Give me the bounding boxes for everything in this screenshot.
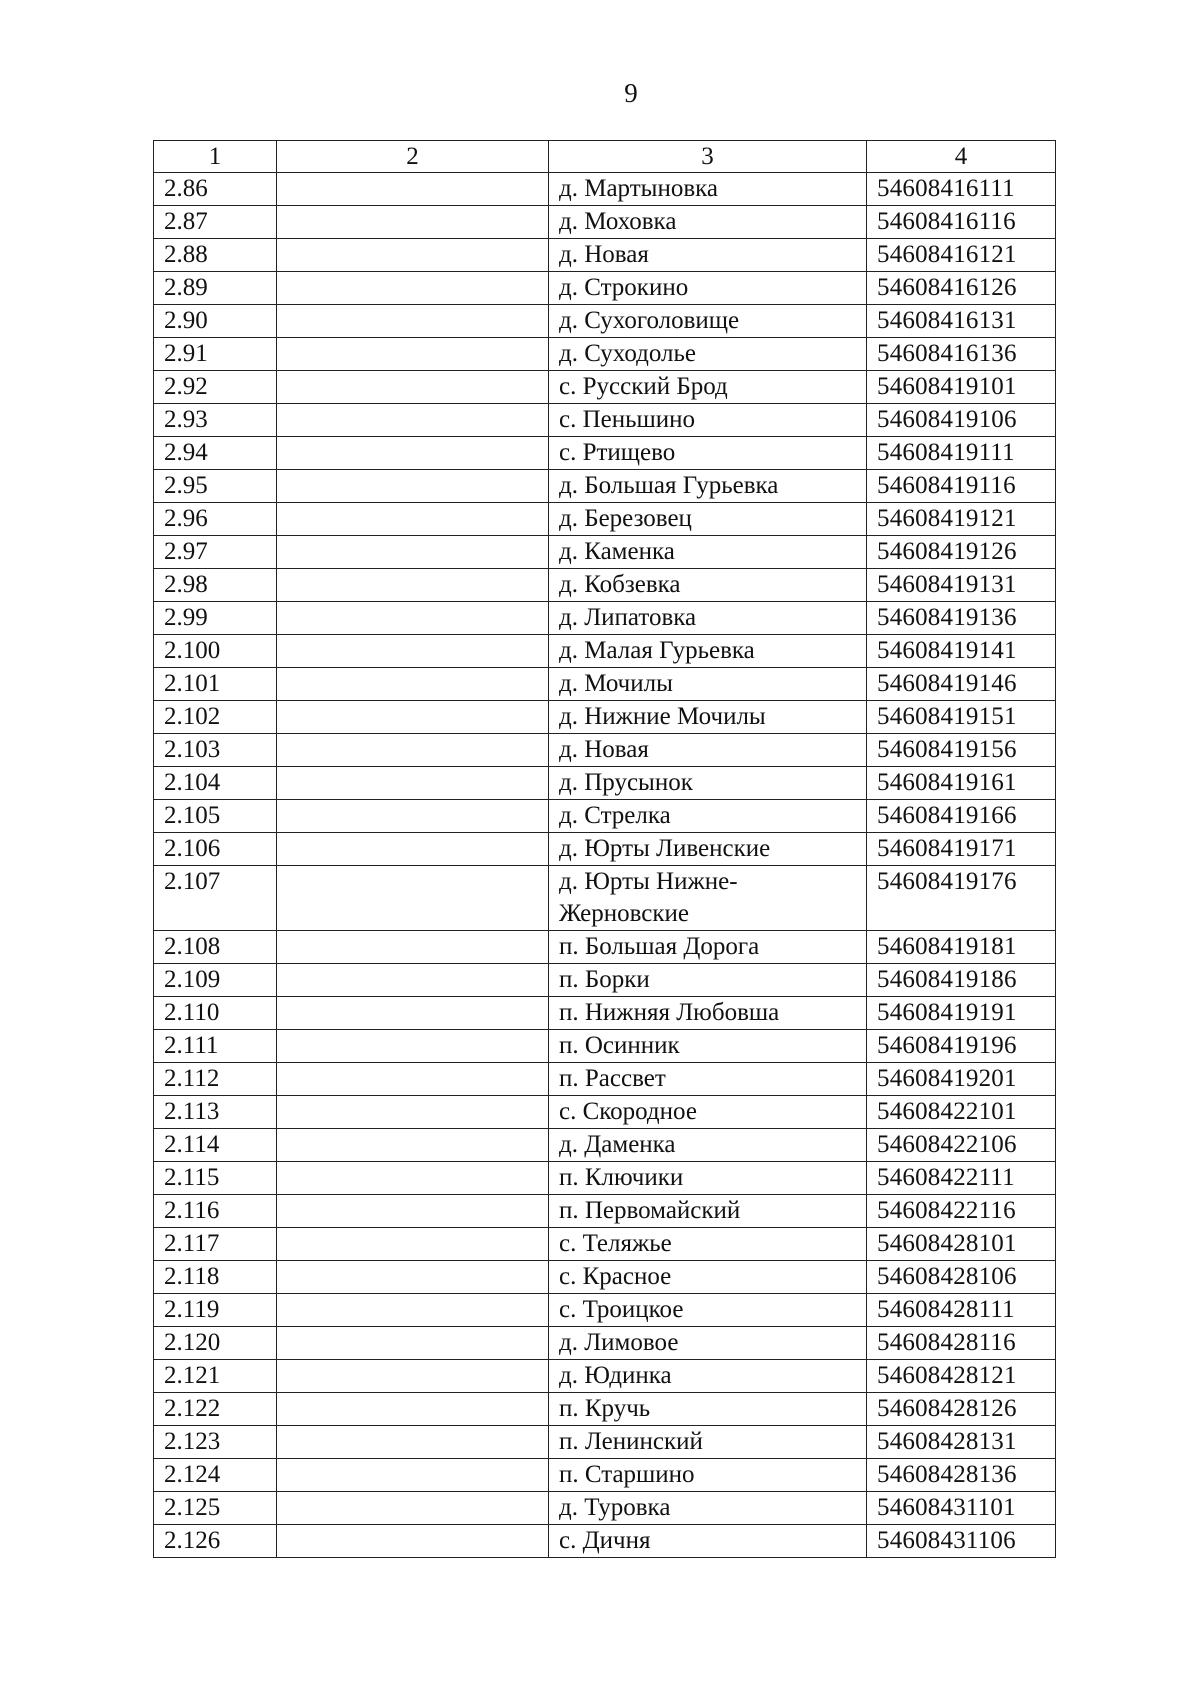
oktmo-code-cell: 54608416116	[867, 206, 1056, 239]
settlement-name-cell: д. Моховка	[549, 206, 867, 239]
column-2-cell	[277, 1360, 549, 1393]
oktmo-code-cell: 54608419106	[867, 404, 1056, 437]
column-2-cell	[277, 767, 549, 800]
row-number-cell: 2.113	[154, 1096, 277, 1129]
settlement-name-cell: д. Суходолье	[549, 338, 867, 371]
settlement-name-cell: п. Ключики	[549, 1162, 867, 1195]
table-row	[154, 1426, 1056, 1459]
table-row	[154, 536, 1056, 569]
table-row	[154, 1360, 1056, 1393]
row-number-cell: 2.97	[154, 536, 277, 569]
oktmo-code-cell: 54608419136	[867, 602, 1056, 635]
column-2-cell	[277, 569, 549, 602]
table-row	[154, 338, 1056, 371]
settlement-name-cell: п. Рассвет	[549, 1063, 867, 1096]
table-row	[154, 470, 1056, 503]
settlement-name-cell: д. Кобзевка	[549, 569, 867, 602]
oktmo-code-cell: 54608419156	[867, 734, 1056, 767]
oktmo-code-cell: 54608428121	[867, 1360, 1056, 1393]
settlement-name-cell: д. Липатовка	[549, 602, 867, 635]
column-header-2: 2	[277, 141, 549, 173]
column-2-cell	[277, 503, 549, 536]
oktmo-code-cell: 54608416121	[867, 239, 1056, 272]
settlement-name-cell: д. Даменка	[549, 1129, 867, 1162]
table-row	[154, 1294, 1056, 1327]
table-body	[154, 173, 1056, 1558]
column-2-cell	[277, 206, 549, 239]
settlement-name-cell: п. Старшино	[549, 1459, 867, 1492]
column-2-cell	[277, 1162, 549, 1195]
settlement-name-cell: д. Мочилы	[549, 668, 867, 701]
settlement-name-cell: д. Стрелка	[549, 800, 867, 833]
column-2-cell	[277, 1525, 549, 1558]
table-row	[154, 305, 1056, 338]
row-number-cell: 2.117	[154, 1228, 277, 1261]
column-2-cell	[277, 800, 549, 833]
table-row	[154, 833, 1056, 866]
table-row	[154, 964, 1056, 997]
table-row	[154, 206, 1056, 239]
settlement-name-cell: п. Первомайский	[549, 1195, 867, 1228]
row-number-cell: 2.91	[154, 338, 277, 371]
column-2-cell	[277, 338, 549, 371]
table-row	[154, 800, 1056, 833]
table-row	[154, 239, 1056, 272]
row-number-cell: 2.88	[154, 239, 277, 272]
row-number-cell: 2.96	[154, 503, 277, 536]
row-number-cell: 2.115	[154, 1162, 277, 1195]
oktmo-code-cell: 54608419121	[867, 503, 1056, 536]
table-row	[154, 701, 1056, 734]
table-row	[154, 503, 1056, 536]
row-number-cell: 2.108	[154, 931, 277, 964]
column-2-cell	[277, 1327, 549, 1360]
oktmo-code-cell: 54608419201	[867, 1063, 1056, 1096]
oktmo-code-cell: 54608416131	[867, 305, 1056, 338]
column-2-cell	[277, 1426, 549, 1459]
oktmo-code-cell: 54608419181	[867, 931, 1056, 964]
settlement-name-cell: с. Скородное	[549, 1096, 867, 1129]
oktmo-code-cell: 54608428101	[867, 1228, 1056, 1261]
table-row	[154, 1327, 1056, 1360]
settlement-name-cell: с. Красное	[549, 1261, 867, 1294]
column-2-cell	[277, 997, 549, 1030]
oktmo-code-cell: 54608419161	[867, 767, 1056, 800]
settlement-name-cell: д. Юрты Нижне-Жерновские	[549, 866, 867, 931]
column-2-cell	[277, 1261, 549, 1294]
column-2-cell	[277, 1294, 549, 1327]
table-row	[154, 1228, 1056, 1261]
column-2-cell	[277, 734, 549, 767]
column-2-cell	[277, 1393, 549, 1426]
oktmo-code-cell: 54608431101	[867, 1492, 1056, 1525]
column-2-cell	[277, 404, 549, 437]
settlement-name-cell: д. Каменка	[549, 536, 867, 569]
row-number-cell: 2.94	[154, 437, 277, 470]
column-header-3: 3	[549, 141, 867, 173]
page-number: 9	[624, 78, 638, 108]
table-row	[154, 602, 1056, 635]
row-number-cell: 2.99	[154, 602, 277, 635]
settlement-name-cell: д. Мартыновка	[549, 173, 867, 206]
oktmo-code-cell: 54608428126	[867, 1393, 1056, 1426]
column-2-cell	[277, 536, 549, 569]
oktmo-code-cell: 54608422106	[867, 1129, 1056, 1162]
oktmo-code-cell: 54608416126	[867, 272, 1056, 305]
row-number-cell: 2.123	[154, 1426, 277, 1459]
oktmo-code-cell: 54608428131	[867, 1426, 1056, 1459]
oktmo-code-cell: 54608419116	[867, 470, 1056, 503]
column-2-cell	[277, 866, 549, 931]
table-header-row	[154, 141, 1056, 173]
oktmo-code-cell: 54608419186	[867, 964, 1056, 997]
column-2-cell	[277, 1063, 549, 1096]
settlement-name-cell: д. Строкино	[549, 272, 867, 305]
row-number-cell: 2.86	[154, 173, 277, 206]
oktmo-code-cell: 54608419126	[867, 536, 1056, 569]
oktmo-code-cell: 54608428111	[867, 1294, 1056, 1327]
oktmo-code-cell: 54608419196	[867, 1030, 1056, 1063]
oktmo-code-cell: 54608419111	[867, 437, 1056, 470]
row-number-cell: 2.112	[154, 1063, 277, 1096]
settlement-name-cell: с. Дичня	[549, 1525, 867, 1558]
column-2-cell	[277, 833, 549, 866]
settlement-name-cell: д. Туровка	[549, 1492, 867, 1525]
table-row	[154, 1129, 1056, 1162]
column-2-cell	[277, 371, 549, 404]
column-2-cell	[277, 635, 549, 668]
row-number-cell: 2.116	[154, 1195, 277, 1228]
row-number-cell: 2.93	[154, 404, 277, 437]
table-row	[154, 1525, 1056, 1558]
settlements-table	[153, 140, 1056, 1558]
column-2-cell	[277, 1228, 549, 1261]
settlement-name-cell: д. Лимовое	[549, 1327, 867, 1360]
oktmo-code-cell: 54608419101	[867, 371, 1056, 404]
row-number-cell: 2.105	[154, 800, 277, 833]
settlement-name-cell: с. Русский Брод	[549, 371, 867, 404]
column-header-4: 4	[867, 141, 1056, 173]
row-number-cell: 2.120	[154, 1327, 277, 1360]
column-2-cell	[277, 1459, 549, 1492]
table-row	[154, 767, 1056, 800]
table-row	[154, 569, 1056, 602]
column-2-cell	[277, 305, 549, 338]
table-row	[154, 734, 1056, 767]
settlement-name-cell: д. Юрты Ливенские	[549, 833, 867, 866]
column-header-1: 1	[154, 141, 277, 173]
oktmo-code-cell: 54608422116	[867, 1195, 1056, 1228]
oktmo-code-cell: 54608419141	[867, 635, 1056, 668]
settlement-name-cell: п. Борки	[549, 964, 867, 997]
oktmo-code-cell: 54608428106	[867, 1261, 1056, 1294]
row-number-cell: 2.114	[154, 1129, 277, 1162]
row-number-cell: 2.103	[154, 734, 277, 767]
settlement-name-cell: п. Ленинский	[549, 1426, 867, 1459]
table-row	[154, 931, 1056, 964]
table-row	[154, 1459, 1056, 1492]
row-number-cell: 2.125	[154, 1492, 277, 1525]
table-row	[154, 668, 1056, 701]
row-number-cell: 2.100	[154, 635, 277, 668]
row-number-cell: 2.126	[154, 1525, 277, 1558]
column-2-cell	[277, 964, 549, 997]
settlement-name-cell: д. Прусынок	[549, 767, 867, 800]
settlement-name-cell: п. Нижняя Любовша	[549, 997, 867, 1030]
settlement-name-cell: п. Осинник	[549, 1030, 867, 1063]
row-number-cell: 2.89	[154, 272, 277, 305]
row-number-cell: 2.104	[154, 767, 277, 800]
column-2-cell	[277, 470, 549, 503]
settlement-name-cell: п. Кручь	[549, 1393, 867, 1426]
table-row	[154, 1492, 1056, 1525]
row-number-cell: 2.90	[154, 305, 277, 338]
oktmo-code-cell: 54608419166	[867, 800, 1056, 833]
oktmo-code-cell: 54608419171	[867, 833, 1056, 866]
table-row	[154, 1195, 1056, 1228]
table-row	[154, 1063, 1056, 1096]
settlement-name-cell: д. Большая Гурьевка	[549, 470, 867, 503]
settlement-name-cell: д. Малая Гурьевка	[549, 635, 867, 668]
settlement-name-cell: д. Березовец	[549, 503, 867, 536]
table-row	[154, 1030, 1056, 1063]
oktmo-code-cell: 54608419131	[867, 569, 1056, 602]
oktmo-code-cell: 54608422101	[867, 1096, 1056, 1129]
column-2-cell	[277, 1096, 549, 1129]
oktmo-code-cell: 54608419146	[867, 668, 1056, 701]
table-row	[154, 1261, 1056, 1294]
column-2-cell	[277, 1030, 549, 1063]
settlement-name-cell: д. Новая	[549, 239, 867, 272]
row-number-cell: 2.118	[154, 1261, 277, 1294]
table-row	[154, 866, 1056, 931]
row-number-cell: 2.106	[154, 833, 277, 866]
settlement-name-cell: с. Троицкое	[549, 1294, 867, 1327]
row-number-cell: 2.87	[154, 206, 277, 239]
table-row	[154, 1162, 1056, 1195]
settlement-name-cell: с. Ртищево	[549, 437, 867, 470]
column-2-cell	[277, 668, 549, 701]
row-number-cell: 2.110	[154, 997, 277, 1030]
column-2-cell	[277, 602, 549, 635]
column-2-cell	[277, 437, 549, 470]
oktmo-code-cell: 54608428136	[867, 1459, 1056, 1492]
settlement-name-cell: д. Нижние Мочилы	[549, 701, 867, 734]
row-number-cell: 2.109	[154, 964, 277, 997]
row-number-cell: 2.92	[154, 371, 277, 404]
table-row	[154, 997, 1056, 1030]
oktmo-code-cell: 54608428116	[867, 1327, 1056, 1360]
table-row	[154, 173, 1056, 206]
settlement-name-cell: д. Новая	[549, 734, 867, 767]
column-2-cell	[277, 1195, 549, 1228]
table-row	[154, 1096, 1056, 1129]
oktmo-code-cell: 54608419151	[867, 701, 1056, 734]
oktmo-code-cell: 54608416111	[867, 173, 1056, 206]
oktmo-code-cell: 54608416136	[867, 338, 1056, 371]
row-number-cell: 2.95	[154, 470, 277, 503]
row-number-cell: 2.98	[154, 569, 277, 602]
row-number-cell: 2.122	[154, 1393, 277, 1426]
settlement-name-cell: д. Сухоголовище	[549, 305, 867, 338]
row-number-cell: 2.111	[154, 1030, 277, 1063]
column-2-cell	[277, 701, 549, 734]
row-number-cell: 2.119	[154, 1294, 277, 1327]
row-number-cell: 2.102	[154, 701, 277, 734]
column-2-cell	[277, 173, 549, 206]
table-row	[154, 437, 1056, 470]
settlement-name-cell: д. Юдинка	[549, 1360, 867, 1393]
table-row	[154, 1393, 1056, 1426]
table-row	[154, 635, 1056, 668]
column-2-cell	[277, 931, 549, 964]
column-2-cell	[277, 1492, 549, 1525]
row-number-cell: 2.107	[154, 866, 277, 931]
settlement-name-cell: п. Большая Дорога	[549, 931, 867, 964]
oktmo-code-cell: 54608419191	[867, 997, 1056, 1030]
settlement-name-cell: с. Теляжье	[549, 1228, 867, 1261]
column-2-cell	[277, 239, 549, 272]
column-2-cell	[277, 1129, 549, 1162]
row-number-cell: 2.101	[154, 668, 277, 701]
oktmo-code-cell: 54608422111	[867, 1162, 1056, 1195]
settlement-name-cell: с. Пеньшино	[549, 404, 867, 437]
oktmo-code-cell: 54608431106	[867, 1525, 1056, 1558]
row-number-cell: 2.121	[154, 1360, 277, 1393]
table-row	[154, 272, 1056, 305]
table-row	[154, 404, 1056, 437]
table-row	[154, 371, 1056, 404]
row-number-cell: 2.124	[154, 1459, 277, 1492]
column-2-cell	[277, 272, 549, 305]
oktmo-code-cell: 54608419176	[867, 866, 1056, 931]
